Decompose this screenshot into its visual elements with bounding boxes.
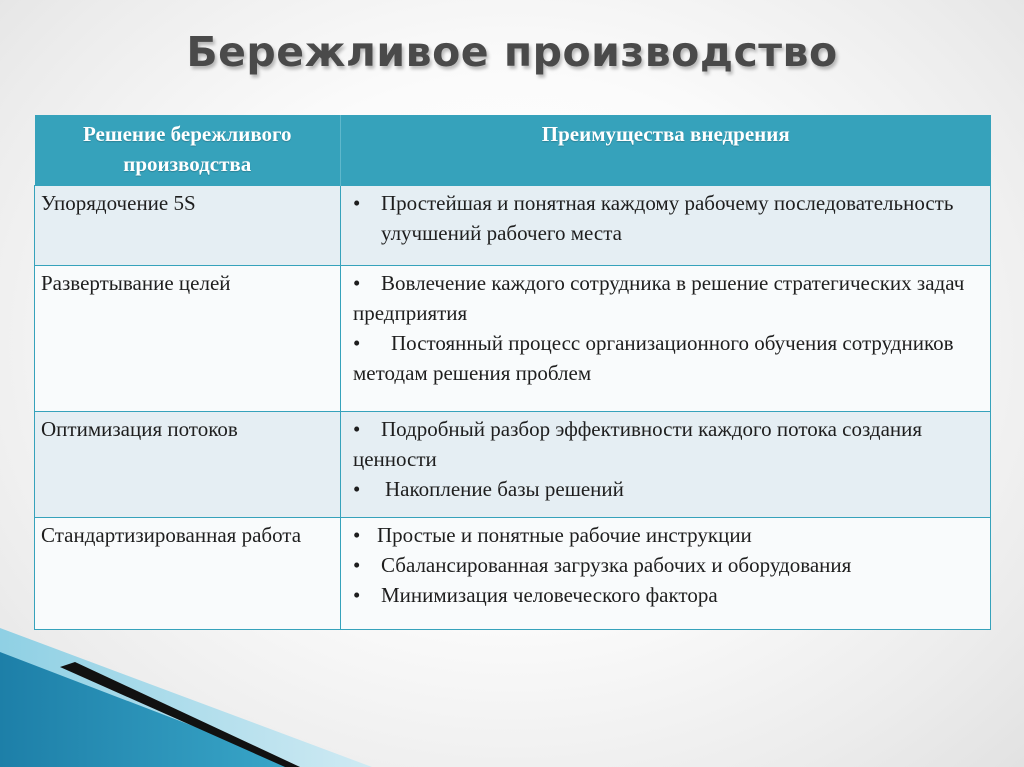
table-row (35, 186, 991, 266)
benefits-cell (341, 186, 991, 266)
solution-cell: Оптимизация потоков (35, 412, 341, 518)
list-item: • Минимизация человеческого фактора (353, 580, 984, 610)
solution-cell: Стандартизированная работа (35, 518, 341, 630)
benefit-list (353, 520, 984, 610)
list-item: • Сбалансированная загрузка рабочих и оборудования (353, 550, 984, 580)
table-row (35, 266, 991, 412)
bullet-icon: • (353, 417, 361, 441)
list-item: • Постоянный процесс организационного обучения сотрудников методам решения проблем (353, 328, 984, 388)
header-benefits: Преимущества внедрения (341, 115, 991, 186)
benefits-cell (341, 518, 991, 630)
bullet-icon: • (353, 477, 361, 501)
solution-cell: Развертывание целей (35, 266, 341, 412)
bullet-icon: • (353, 191, 361, 215)
benefit-list (353, 414, 984, 504)
list-item: • Простейшая и понятная каждому рабочему последовательность улучшений рабочего места (381, 188, 984, 248)
bullet-icon: • (353, 331, 361, 355)
benefits-cell (341, 412, 991, 518)
solution-cell: Упорядочение 5S (35, 186, 341, 266)
bullet-icon: • (353, 271, 361, 295)
list-item: • Накопление базы решений (353, 474, 984, 504)
list-item: • Подробный разбор эффективности каждого потока создания ценности (353, 414, 984, 474)
benefit-list (353, 268, 984, 388)
table-row (35, 518, 991, 630)
list-item: • Вовлечение каждого сотрудника в решение стратегических задач предприятия (353, 268, 984, 328)
header-solution: Решение бережливого производства (35, 115, 341, 186)
list-item: • Простые и понятные рабочие инструкции (353, 520, 984, 550)
bullet-icon: • (353, 523, 361, 547)
benefits-cell (341, 266, 991, 412)
bullet-icon: • (353, 553, 361, 577)
bullet-icon: • (353, 583, 361, 607)
slide-title: Бережливое производство (186, 28, 838, 76)
lean-production-table (34, 115, 991, 630)
table-row (35, 412, 991, 518)
table-header-row (35, 115, 991, 186)
benefit-list (353, 188, 984, 248)
